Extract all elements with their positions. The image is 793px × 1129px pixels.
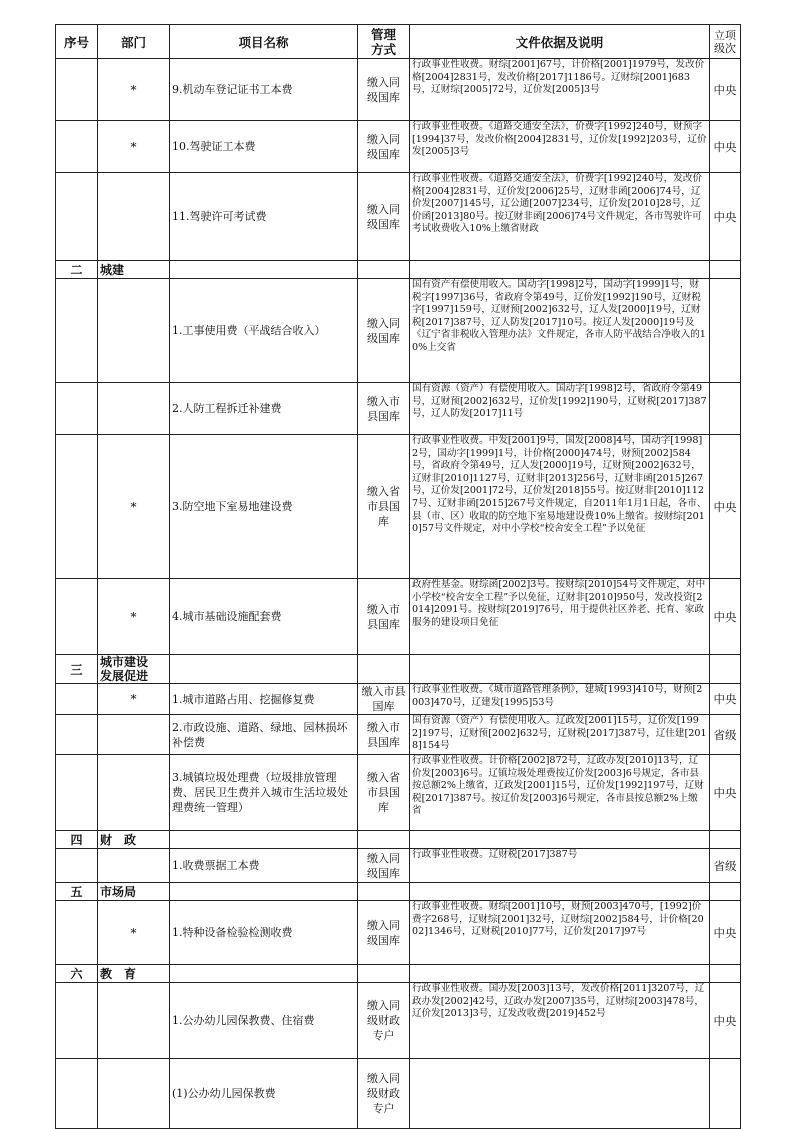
approval-level: 中央 — [710, 901, 741, 965]
management-method: 缴入省 市县国 库 — [358, 435, 410, 579]
section-number: 二 — [56, 261, 98, 279]
empty-cell — [358, 965, 410, 983]
fee-table — [55, 24, 741, 1129]
empty-cell — [170, 831, 358, 849]
central-marker: * — [98, 435, 170, 579]
central-marker — [98, 983, 170, 1059]
item-name: 2.市政设施、道路、绿地、园林损坏补偿费 — [170, 715, 358, 755]
empty-cell — [358, 883, 410, 901]
management-method: 缴入同 级国库 — [358, 59, 410, 121]
empty-cell — [410, 261, 710, 279]
fee-item-row — [56, 684, 741, 715]
header-level — [710, 25, 741, 59]
approval-level: 省级 — [710, 715, 741, 755]
empty-cell — [170, 261, 358, 279]
section-title: 教 育 — [98, 965, 170, 983]
document-basis: 行政事业性收费。《道路交通安全法》，价费字[1992]240号，发改价格[2004]2831号，辽价发[2006]25号，辽财非函[2006]74号，辽价发[2007]145号，辽公通[2007]234号，辽价发[2010]28号，辽价函[2013]80号。按辽财非函[2006]74号文件规定，各市驾驶许可考试收费收入10%上缴省财政 — [410, 173, 710, 261]
item-name: 3.城镇垃圾处理费（垃圾排放管理费、居民卫生费并入城市生活垃圾处理费统一管理） — [170, 755, 358, 831]
approval-level: 中央 — [710, 173, 741, 261]
section-number: 六 — [56, 965, 98, 983]
management-method: 缴入市县 国库 — [358, 684, 410, 715]
central-marker — [98, 1059, 170, 1129]
approval-level: 中央 — [710, 983, 741, 1059]
empty-cell — [710, 261, 741, 279]
document-basis: 国有资源（资产）有偿使用收入。辽政发[2001]15号，辽价发[1992]197号，辽财预[2002]632号，辽财税[2017]387号，辽住建[2018]154号 — [410, 715, 710, 755]
item-seq-cell — [56, 173, 98, 261]
item-seq-cell — [56, 849, 98, 883]
item-name: 1.城市道路占用、挖掘修复费 — [170, 684, 358, 715]
section-title: 市场局 — [98, 883, 170, 901]
document-basis: 政府性基金。财综函[2002]3号。按财综[2010]54号文件规定，对中小学校“校舍安全工程”予以免征，辽财非[2010]950号，发改投资[2014]2091号。按财综[2019]76号，用于提供社区养老、托育、家政服务的建设项目免征 — [410, 579, 710, 655]
fee-item-row — [56, 579, 741, 655]
empty-cell — [710, 965, 741, 983]
management-method: 缴入市 县国库 — [358, 715, 410, 755]
item-name: 1.收费票据工本费 — [170, 849, 358, 883]
empty-cell — [410, 655, 710, 684]
document-basis: 行政事业性收费。财综[2001]67号，计价格[2001]1979号，发改价格[2004]2831号，发改价格[2017]1186号。辽财综[2001]683号，辽财综[2005]72号，辽价发[2005]3号 — [410, 59, 710, 121]
approval-level — [710, 279, 741, 383]
central-marker — [98, 849, 170, 883]
fee-item-row — [56, 849, 741, 883]
section-title: 城建 — [98, 261, 170, 279]
management-method: 缴入同 级财政 专户 — [358, 1059, 410, 1129]
item-seq-cell — [56, 579, 98, 655]
header-name: 项目名称 — [170, 25, 358, 59]
section-number: 五 — [56, 883, 98, 901]
header-row — [56, 25, 741, 59]
approval-level: 中央 — [710, 435, 741, 579]
item-name: 4.城市基础设施配套费 — [170, 579, 358, 655]
document-basis — [410, 1059, 710, 1129]
item-name: 10.驾驶证工本费 — [170, 121, 358, 173]
header-dept: 部门 — [98, 25, 170, 59]
document-basis: 行政事业性收费。财综[2001]10号，财预[2003]470号，[1992]价费字268号，辽财综[2001]32号，辽财综[2002]584号，计价格[2002]1346号，辽财税[2010]77号，辽价发[2017]97号 — [410, 901, 710, 965]
item-name: 3.防空地下室易地建设费 — [170, 435, 358, 579]
empty-cell — [410, 965, 710, 983]
approval-level: 中央 — [710, 121, 741, 173]
approval-level — [710, 1059, 741, 1129]
management-method: 缴入市 县国库 — [358, 383, 410, 435]
section-row — [56, 261, 741, 279]
central-marker: * — [98, 901, 170, 965]
item-seq-cell — [56, 901, 98, 965]
item-seq-cell — [56, 435, 98, 579]
approval-level: 省级 — [710, 849, 741, 883]
management-method: 缴入同 级国库 — [358, 121, 410, 173]
fee-item-row — [56, 279, 741, 383]
fee-item-row — [56, 901, 741, 965]
document-basis: 行政事业性收费。计价格[2002]872号，辽政办发[2010]13号，辽价发[2003]6号。辽镇垃圾处理费按辽价发[2003]6号规定，各市县按总额2%上缴省，辽政发[2001]15号，辽价发[1992]197号，辽财税[2017]387号。按辽价发[2003]6号规定，各市县按总额2%上缴省 — [410, 755, 710, 831]
item-seq-cell — [56, 383, 98, 435]
empty-cell — [358, 261, 410, 279]
item-seq-cell — [56, 1059, 98, 1129]
approval-level: 中央 — [710, 755, 741, 831]
empty-cell — [410, 831, 710, 849]
section-title: 财 政 — [98, 831, 170, 849]
empty-cell — [710, 655, 741, 684]
fee-item-row — [56, 121, 741, 173]
fee-item-row — [56, 435, 741, 579]
fee-item-row — [56, 715, 741, 755]
header-level-text: 立项 级次 — [714, 28, 736, 55]
empty-cell — [710, 831, 741, 849]
document-basis: 国有资源（资产）有偿使用收入。国动字[1998]2号，省政府令第49号，辽财预[2002]632号，辽价发[1992]190号，辽财税[2017]387号，辽人防发[2017]11号 — [410, 383, 710, 435]
approval-level: 中央 — [710, 59, 741, 121]
item-name: 9.机动车登记证书工本费 — [170, 59, 358, 121]
management-method: 缴入同 级国库 — [358, 901, 410, 965]
section-title: 城市建设 发展促进 — [98, 655, 170, 684]
management-method: 缴入省 市县国 库 — [358, 755, 410, 831]
central-marker: * — [98, 579, 170, 655]
management-method: 缴入同 级国库 — [358, 173, 410, 261]
item-name: 1.公办幼儿园保教费、住宿费 — [170, 983, 358, 1059]
fee-item-row — [56, 1059, 741, 1129]
document-basis: 行政事业性收费。中发[2001]9号，国发[2008]4号，国动字[1998]2号，国动字[1999]1号，计价格[2000]474号，财预[2002]584号，省政府令第49号，辽人发[2000]19号，辽财预[2002]632号，辽财非[2010]1127号，辽财非[2013]256号，辽财非函[2015]267号，辽价发[2001]72号，辽价发[2018]55号。按辽财非[2010]1127号、辽财非函[2015]267号文件规定，自2011年1月1日起，各市、县（市、区）收取的防空地下室易地建设费10%上缴省。按财综[2010]57号文件规定，对中小学校“校舍安全工程”予以免征 — [410, 435, 710, 579]
item-seq-cell — [56, 279, 98, 383]
approval-level: 中央 — [710, 579, 741, 655]
item-seq-cell — [56, 715, 98, 755]
management-method: 缴入同 级国库 — [358, 849, 410, 883]
approval-level — [710, 383, 741, 435]
header-seq: 序号 — [56, 25, 98, 59]
section-row — [56, 655, 741, 684]
item-seq-cell — [56, 121, 98, 173]
item-name: 2.人防工程拆迁补建费 — [170, 383, 358, 435]
header-basis: 文件依据及说明 — [410, 25, 710, 59]
central-marker — [98, 715, 170, 755]
item-name: 11.驾驶许可考试费 — [170, 173, 358, 261]
header-mgmt — [358, 25, 410, 59]
document-basis: 行政事业性收费。辽财税[2017]387号 — [410, 849, 710, 883]
empty-cell — [358, 831, 410, 849]
central-marker — [98, 383, 170, 435]
central-marker: * — [98, 121, 170, 173]
section-row — [56, 883, 741, 901]
item-seq-cell — [56, 755, 98, 831]
fee-item-row — [56, 983, 741, 1059]
approval-level: 中央 — [710, 684, 741, 715]
item-seq-cell — [56, 983, 98, 1059]
empty-cell — [170, 655, 358, 684]
fee-item-row — [56, 383, 741, 435]
document-basis: 行政事业性收费。国办发[2003]13号，发改价格[2011]3207号，辽政办发[2002]42号，辽政办发[2007]35号，辽财综[2003]478号，辽价发[2013]3号，辽发改收费[2019]452号 — [410, 983, 710, 1059]
fee-item-row — [56, 755, 741, 831]
central-marker — [98, 279, 170, 383]
document-basis: 国有资产有偿使用收入。国动字[1998]2号，国动字[1999]1号，财税字[1997]36号，省政府令第49号，辽价发[1992]190号，辽财税字[1997]159号，辽财预[2002]632号，辽人发[2000]19号，辽财税[2017]387号，辽人防发[2017]10号。按辽人发[2000]19号及《辽宁省非税收入管理办法》文件规定，各市人防平战结合净收入的10%上交省 — [410, 279, 710, 383]
empty-cell — [170, 883, 358, 901]
fee-item-row — [56, 173, 741, 261]
empty-cell — [358, 655, 410, 684]
central-marker: * — [98, 684, 170, 715]
item-seq-cell — [56, 59, 98, 121]
header-mgmt-text: 管理 方式 — [370, 26, 396, 57]
section-number: 三 — [56, 655, 98, 684]
central-marker — [98, 755, 170, 831]
management-method: 缴入同 级财政 专户 — [358, 983, 410, 1059]
empty-cell — [170, 965, 358, 983]
section-number: 四 — [56, 831, 98, 849]
item-name: 1.特种设备检验检测收费 — [170, 901, 358, 965]
empty-cell — [410, 883, 710, 901]
item-name: (1)公办幼儿园保教费 — [170, 1059, 358, 1129]
item-name: 1.工事使用费（平战结合收入） — [170, 279, 358, 383]
section-row — [56, 831, 741, 849]
section-row — [56, 965, 741, 983]
central-marker — [98, 173, 170, 261]
item-seq-cell — [56, 684, 98, 715]
management-method: 缴入市 县国库 — [358, 579, 410, 655]
fee-item-row — [56, 59, 741, 121]
empty-cell — [710, 883, 741, 901]
document-basis: 行政事业性收费。《城市道路管理条例》，建城[1993]410号，财预[2003]470号，辽建发[1995]53号 — [410, 684, 710, 715]
central-marker: * — [98, 59, 170, 121]
document-basis: 行政事业性收费。《道路交通安全法》，价费字[1992]240号，财预字[1994]37号，发改价格[2004]2831号，辽价发[1992]203号，辽价发[2005]3号 — [410, 121, 710, 173]
management-method: 缴入同 级国库 — [358, 279, 410, 383]
